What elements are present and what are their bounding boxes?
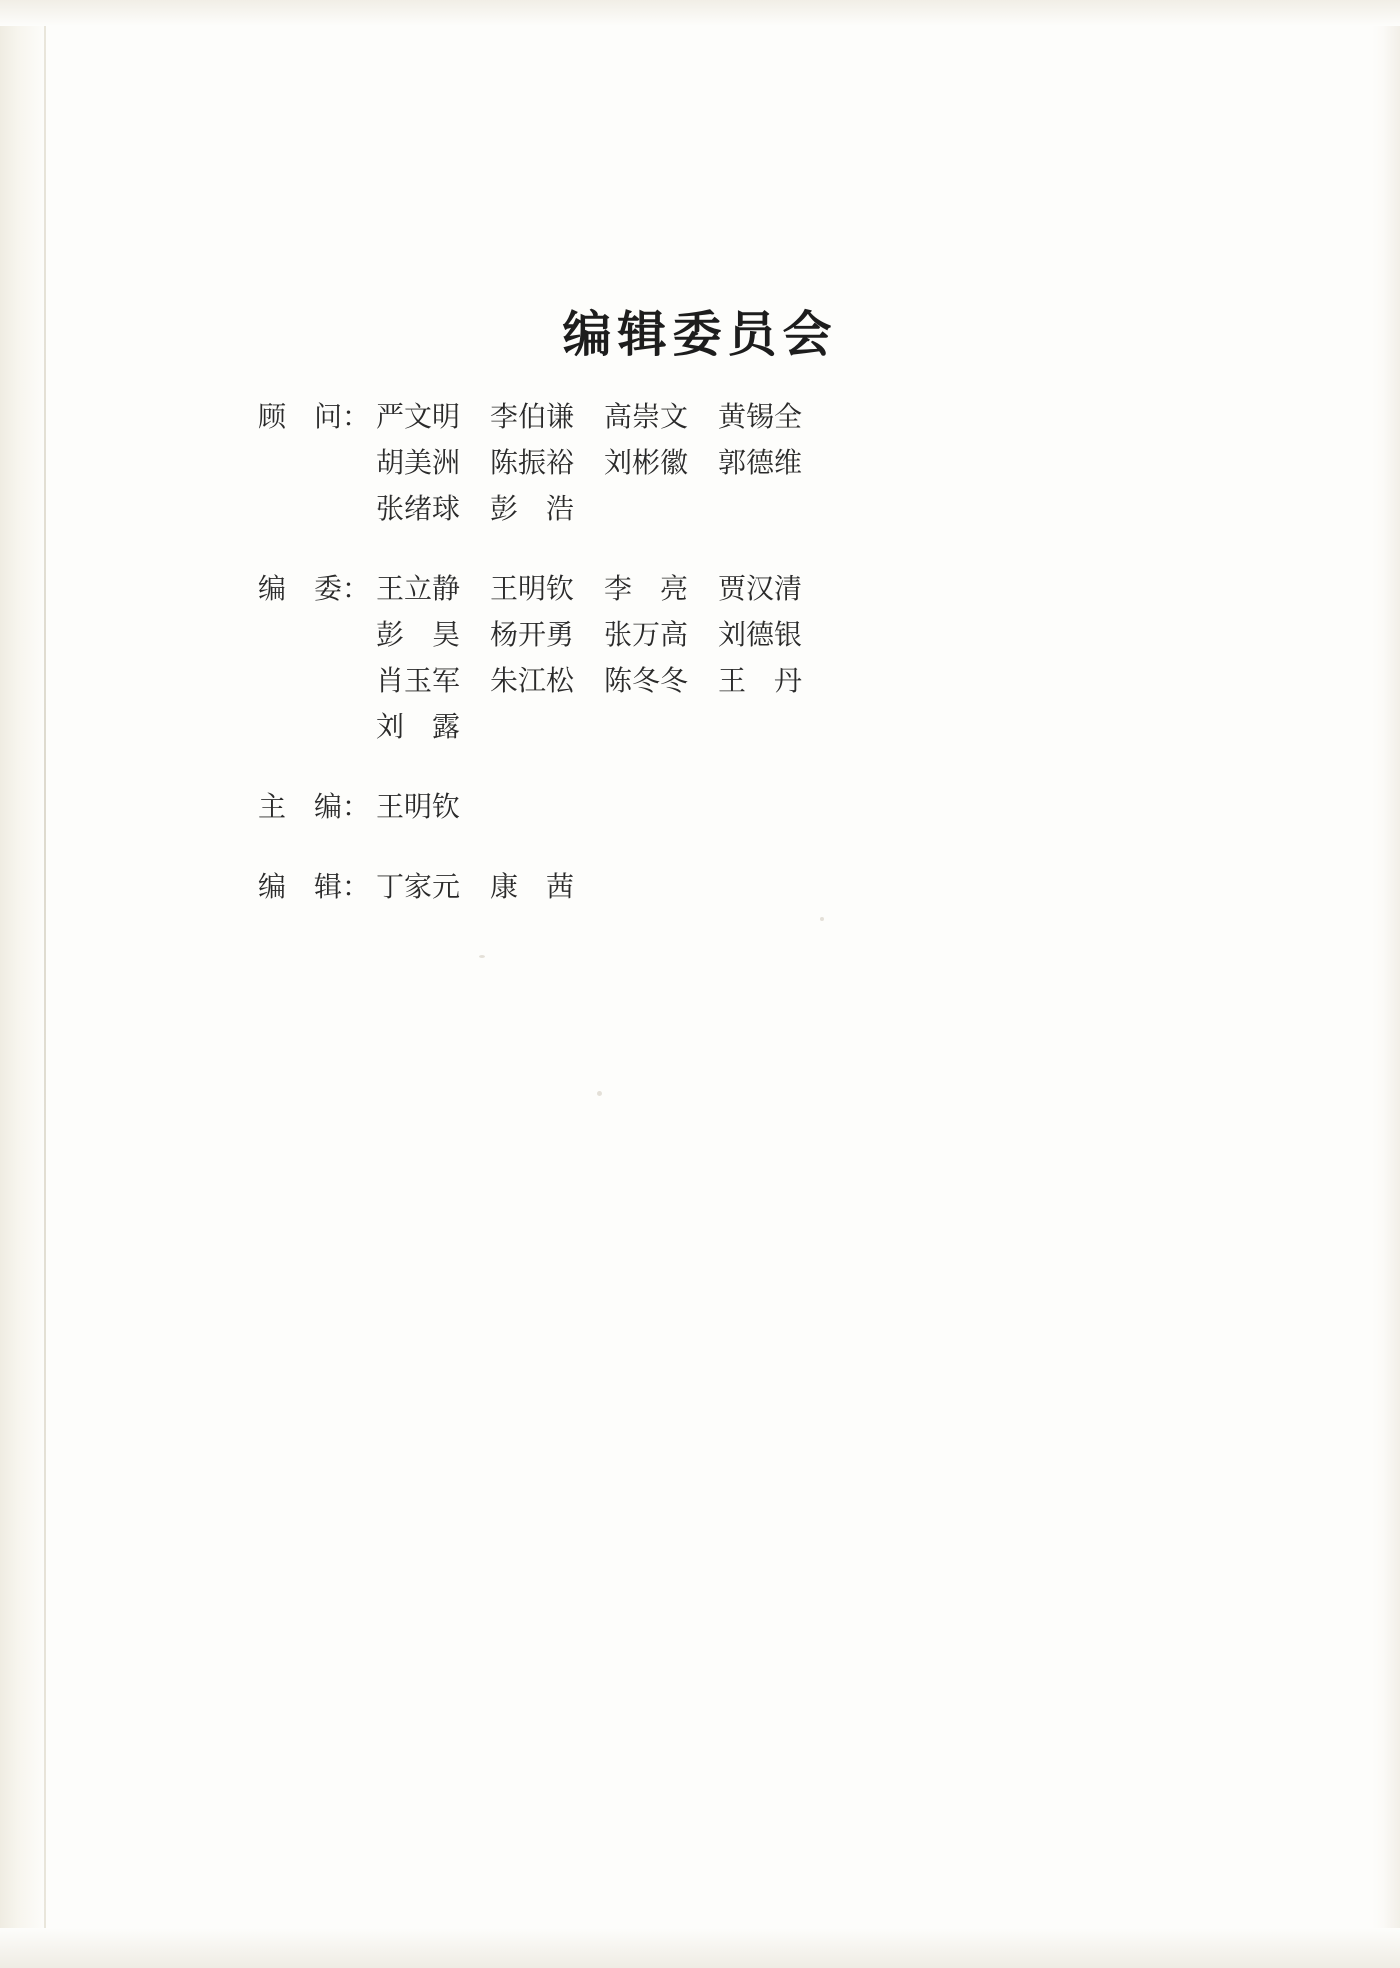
list-row xyxy=(258,705,1158,751)
row-label: 编 委： xyxy=(258,572,371,605)
person-name: 胡美洲 xyxy=(376,446,461,479)
list-row xyxy=(258,613,1158,659)
person-name: 贾汉清 xyxy=(718,572,803,605)
person-name: 李 亮 xyxy=(604,572,689,605)
section-editors xyxy=(258,865,1158,911)
list-row xyxy=(258,395,1158,441)
person-name: 杨开勇 xyxy=(490,618,575,651)
list-row xyxy=(258,785,1158,831)
list-row xyxy=(258,659,1158,705)
person-name: 郭德维 xyxy=(718,446,803,479)
person-name: 张万高 xyxy=(604,618,689,651)
person-name: 丁家元 xyxy=(376,870,461,903)
name-group xyxy=(376,865,1158,905)
person-name: 刘彬徽 xyxy=(604,446,689,479)
person-name: 朱江松 xyxy=(490,664,575,697)
list-row xyxy=(258,567,1158,613)
list-row xyxy=(258,487,1158,533)
name-group xyxy=(376,705,1158,745)
name-group xyxy=(376,785,1158,825)
list-row xyxy=(258,441,1158,487)
name-group xyxy=(376,441,1158,481)
name-group xyxy=(376,659,1158,699)
person-name: 王 丹 xyxy=(718,664,803,697)
person-name: 刘德银 xyxy=(718,618,803,651)
section-advisors xyxy=(258,395,1158,533)
person-name: 王明钦 xyxy=(376,790,461,823)
person-name: 黄锡全 xyxy=(718,400,803,433)
person-name: 彭 浩 xyxy=(490,492,575,525)
person-name: 彭 昊 xyxy=(376,618,461,651)
name-group xyxy=(376,567,1158,607)
name-group xyxy=(376,487,1158,527)
section-chief-editor xyxy=(258,785,1158,831)
name-group xyxy=(376,613,1158,653)
row-label: 主 编： xyxy=(258,790,371,823)
person-name: 刘 露 xyxy=(376,710,461,743)
person-name: 王明钦 xyxy=(490,572,575,605)
person-name: 陈振裕 xyxy=(490,446,575,479)
page-title: 编辑委员会 xyxy=(562,305,838,363)
list-row xyxy=(258,865,1158,911)
person-name: 张绪球 xyxy=(376,492,461,525)
person-name: 王立静 xyxy=(376,572,461,605)
row-label: 顾 问： xyxy=(258,400,371,433)
person-name: 高崇文 xyxy=(604,400,689,433)
person-name: 肖玉军 xyxy=(376,664,461,697)
row-label: 编 辑： xyxy=(258,870,371,903)
person-name: 严文明 xyxy=(376,400,461,433)
name-group xyxy=(376,395,1158,435)
person-name: 李伯谦 xyxy=(490,400,575,433)
person-name: 陈冬冬 xyxy=(604,664,689,697)
section-editorial-members xyxy=(258,567,1158,751)
editorial-board-list xyxy=(258,395,1158,945)
person-name: 康 茜 xyxy=(490,870,575,903)
